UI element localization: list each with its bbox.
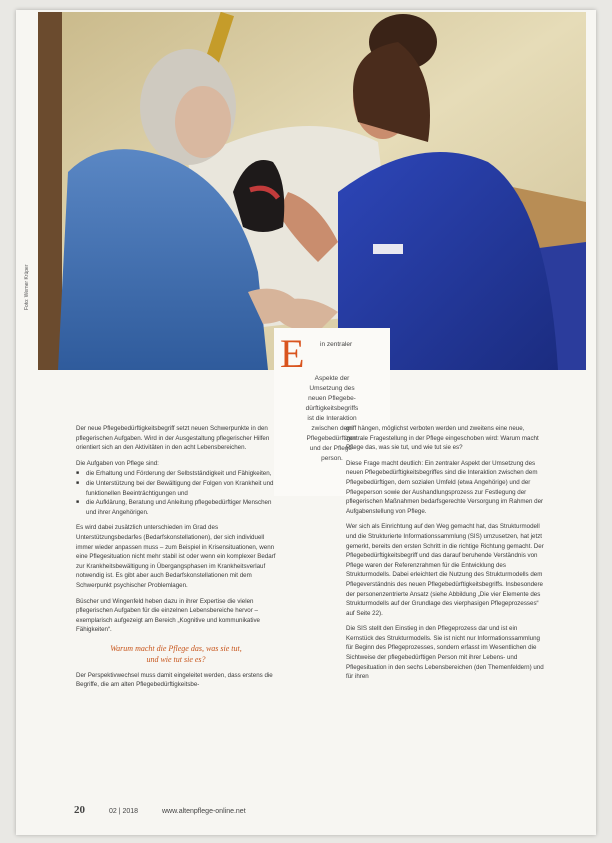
- article-column-right: [346, 424, 546, 688]
- pull-quote-line: Pflegebedürftigen: [306, 435, 358, 442]
- paragraph: Es wird dabei zusätzlich unterschieden im Grad des Unterstützungsbedarfes (Bedarfskonstellationen), der sich individuell immer wieder anpassen muss – zum Beispiel in Krisensituationen, wenn eine Pflegesituation nicht mehr stabil ist oder wenn ein komplexer Bedarf zur Krankheitsbewältigung in Übergangsphasen im Krankheitsverlauf notwendig ist. Es gibt aber auch Bedarfskonstellationen mit dem Schwerpunkt psychischer Problemlagen.: [76, 524, 276, 589]
- pull-quote-line: person.: [321, 455, 343, 462]
- pull-quote-line: Umsetzung des: [309, 385, 355, 392]
- pull-quote-line: und der Pflege-: [309, 445, 355, 452]
- magazine-page: [16, 10, 596, 835]
- paragraph: Der Perspektivwechsel muss damit eingeleitet werden, dass erstens die Begriffe, die am alten Pflegebedürftigkeitsbe-: [76, 671, 273, 689]
- pull-quote-line: Aspekte der: [314, 375, 350, 382]
- pull-quote-line: dürftigkeitsbegriffs: [305, 405, 359, 412]
- list-item: ■ die Erhaltung und Förderung der Selbstständigkeit und Fähigkeiten,: [76, 469, 276, 479]
- bullet-list: [76, 469, 276, 517]
- paragraph: griff hängen, möglichst verboten werden und zweitens eine neue, zentrale Fragestellung in der Pflege eingeschoben wird: Warum macht Pflege das, was sie tut, und wie tut sie es?: [346, 425, 539, 452]
- section-heading-line: Warum macht die Pflege das, was sie tut,: [110, 643, 242, 653]
- paragraph: Wer sich als Einrichtung auf den Weg gemacht hat, das Strukturmodell und die Strukturierte Informationssammlung (SIS) umzusetzen, hat jetzt gemerkt, bereits den ersten Schritt in die richtige Richtung gemacht. Der Pflegebedürftigkeitsbegriff und das darauf beruhende Verständnis von Pflege waren der Referenzrahmen für die Entwicklung des Strukturmodells. Dabei erleichtert die Nutzung des Strukturmodells dem Pflegeverständnis des neuen Pflegebedürftigkeitsbegriffs. Insbesondere der personenzentrierte Ansatz (siehe Abbildung „Die vier Elemente des Strukturmodells auf der Grundlage des vierphasigen Pflegeprozesses“ auf Seite 22).: [346, 523, 544, 617]
- paragraph: Büscher und Wingenfeld heben dazu in ihrer Expertise die vielen pflegerischen Aufgaben für die einzelnen Lebensbereiche hervor – exemplarisch aufgezeigt am Bereich „Kognitive und kommunikative Fähigkeiten“.: [76, 597, 260, 634]
- issue-label: 02 | 2018: [108, 808, 139, 815]
- pull-quote-line: zwischen dem: [311, 425, 353, 432]
- paragraph: Der neue Pflegebedürftigkeitsbegriff setzt neuen Schwerpunkte in den pflegerischen Aufgaben. Wird in der Ausgestaltung pflegerischer Hilfen orientiert sich an den Aktivitäten in den acht Lebensbereichen.: [76, 425, 270, 452]
- website-url: www.altenpflege-online.net: [161, 808, 246, 815]
- page-number: 20: [74, 804, 85, 816]
- paragraph: Die Aufgaben von Pflege sind:: [76, 459, 159, 467]
- photo-caregiver-elderly-woman: [38, 12, 586, 370]
- photo-credit: Foto: Werner Krüper: [24, 264, 30, 310]
- list-item: ■ die Aufklärung, Beratung und Anleitung pflegebedürftiger Menschen und ihrer Angehörigen.: [76, 498, 276, 517]
- list-item: ■ die Unterstützung bei der Bewältigung der Folgen von Krankheit und funktionellen Beeinträchtigungen und: [76, 479, 276, 498]
- paragraph: Die SIS stellt den Einstieg in den Pflegeprozess dar und ist ein Kernstück des Strukturmodells. Sie ist nicht nur Informationssammlung für Beginn des Pflegeprozesses, sondern erfasst im Wesentlichen die Sichtweise der pflegebedürftigen Person mit ihrer Lebens- und Pflegesituation in den sechs Lebensbereichen (den Themenfeldern) und für ihren: [346, 625, 544, 681]
- article-column-left: [76, 424, 276, 696]
- paragraph: Diese Frage macht deutlich: Ein zentraler Aspekt der Umsetzung des neuen Pflegebedürftigkeitsbegriffes sind die Interaktion zwischen dem Pflegebedürftigen, dem sozialen Umfeld (etwa Angehörige) und der Pflegeperson sowie der Aushandlungsprozess zur Festlegung der pflegerischen Maßnahmen bedarfsgerechte Versorgung im Rahmen der Aufgabenstellung von Pflege.: [346, 459, 544, 515]
- section-heading-line: und wie tut sie es?: [146, 654, 206, 664]
- pull-quote-first-line: in zentraler: [320, 341, 353, 348]
- drop-cap: E: [280, 331, 305, 376]
- page-footer: [74, 804, 268, 816]
- section-heading: [76, 643, 276, 665]
- pull-quote-line: neuen Pflegebe-: [308, 395, 356, 402]
- pull-quote-line: ist die Interaktion: [307, 415, 357, 422]
